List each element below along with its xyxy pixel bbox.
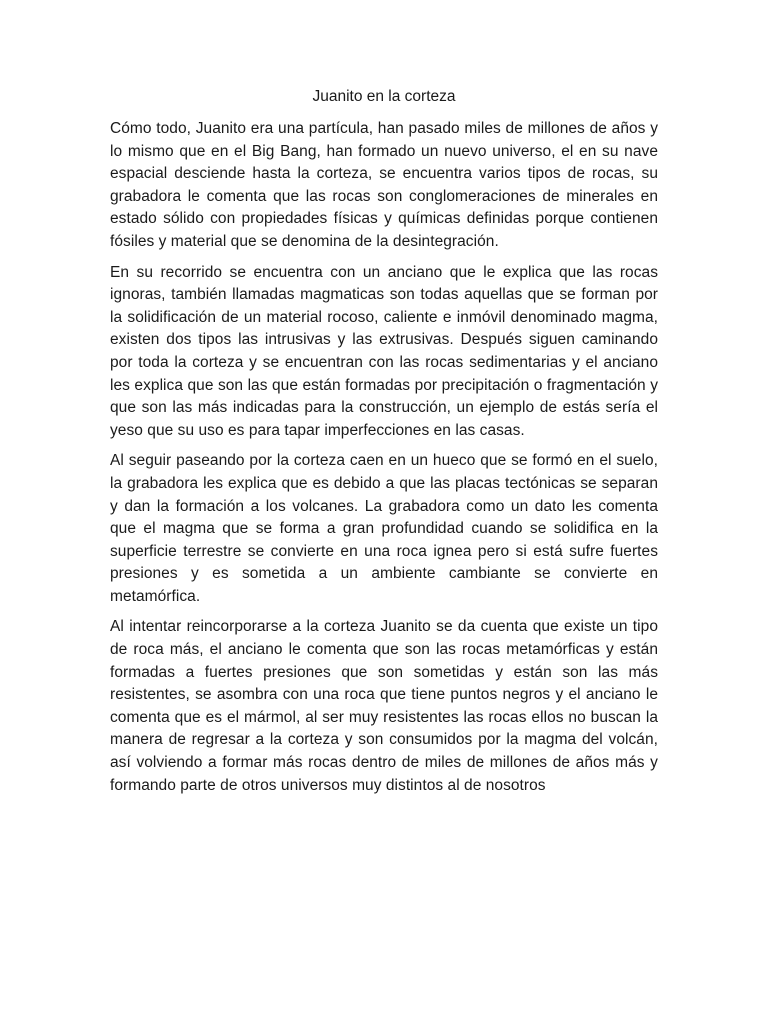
document-title: Juanito en la corteza [312,88,456,105]
paragraph-3: Al seguir paseando por la corteza caen en un hueco que se formó en el suelo, la grabadora les explica que es debido a que las placas tectónicas se separan y dan la formación a los volcanes. La grabadora como un dato les comenta que el magma que se forma a gran profundidad cuando se solidifica en la superficie terrestre se convierte en una roca ignea pero si está sufre fuertes presiones y es sometida a un ambiente cambiante se convierte en metamórfica. [110,452,658,605]
paragraph-1: Cómo todo, Juanito era una partícula, han pasado miles de millones de años y lo mismo que en el Big Bang, han formado un nuevo universo, el en su nave espacial desciende hasta la corteza, se encuentra varios tipos de rocas, su grabadora le comenta que las rocas son conglomeraciones de minerales en estado sólido con propiedades físicas y químicas definidas porque contienen fósiles y material que se denomina de la desintegración. [110,120,658,250]
document-body [110,118,658,805]
paragraph-2: En su recorrido se encuentra con un anciano que le explica que las rocas ignoras, también llamadas magmaticas son todas aquellas que se forman por la solidificación de un material rocoso, caliente e inmóvil denominado magma, existen dos tipos las intrusivas y las extrusivas. Después siguen caminando por toda la corteza y se encuentran con las rocas sedimentarias y el anciano les explica que son las que están formadas por precipitación o fragmentación y que son las más indicadas para la construcción, un ejemplo de estás sería el yeso que su uso es para tapar imperfecciones en las casas. [110,263,658,439]
paragraph-4: Al intentar reincorporarse a la corteza Juanito se da cuenta que existe un tipo de roca más, el anciano le comenta que son las rocas metamórficas y están formadas a fuertes presiones que son sometidas y están son las más resistentes, se asombra con una roca que tiene puntos negros y el anciano le comenta que es el mármol, al ser muy resistentes las rocas ellos no buscan la manera de regresar a la corteza y son consumidos por la magma del volcán, así volviendo a formar más rocas dentro de miles de millones de años más y formando parte de otros universos muy distintos al de nosotros [110,618,658,794]
